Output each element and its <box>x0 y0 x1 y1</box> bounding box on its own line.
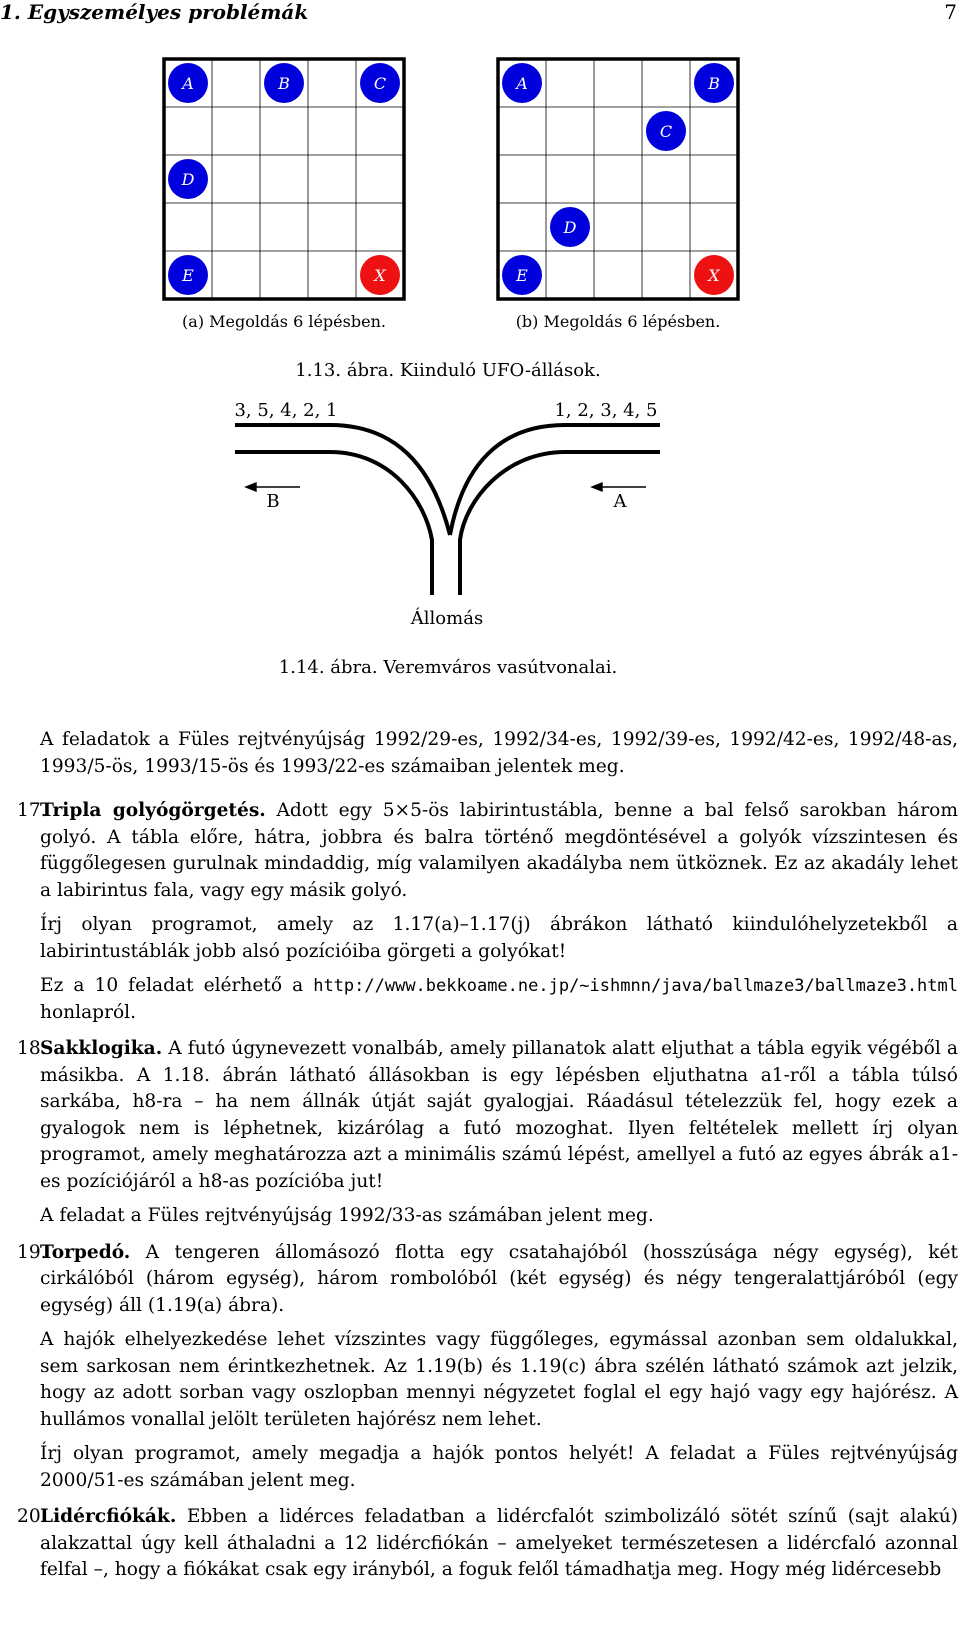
ball-label: X <box>374 266 386 285</box>
figure-1-13-caption: 1.13. ábra. Kiinduló UFO-állások. <box>295 360 601 381</box>
page-number: 7 <box>944 0 957 24</box>
body-text <box>17 727 958 1594</box>
problem-title: Torpedó. <box>40 1241 131 1263</box>
ball-label: C <box>373 74 387 93</box>
problem-number: 19. <box>17 1241 47 1263</box>
right-train-order: 1, 2, 3, 4, 5 <box>554 400 658 421</box>
ball-label: X <box>708 266 720 285</box>
problem-title: Lidércfiókák. <box>40 1506 177 1527</box>
ball-c <box>646 111 686 151</box>
problem-20 <box>17 1504 958 1584</box>
ball-label: D <box>181 170 195 189</box>
problem-text: Ez a 10 feladat elérhető a <box>40 975 314 996</box>
ball-label: E <box>516 266 528 285</box>
problem-number: 17. <box>17 800 47 821</box>
intro-paragraph: A feladatok a Füles rejtvényújság 1992/29-es, 1992/34-es, 1992/39-es, 1992/42-es, 1992/48-as, 1993/5-ös, 1993/15-ös és 1993/22-es számaiban jelentek meg. <box>40 729 958 777</box>
problem-text: A hajók elhelyezkedése lehet vízszintes vagy függőleges, egymással azonban sem oldalukkal, sem sarkosan nem érintkezhetnek. Az 1.19(b) és 1.19(c) ábra szélén látható számok azt jelzik, hogy az adott sorban vagy oszlopban mennyi négyzetet foglal el egy hajó vagy egy hajórész. A hullámos vonallal jelölt területen hajórész nem lehet. <box>40 1329 958 1430</box>
problem-19 <box>17 1240 958 1495</box>
ball-label: A <box>182 74 194 93</box>
ball-label: C <box>659 122 673 141</box>
ball-label: B <box>708 74 720 93</box>
ball-x <box>360 255 400 295</box>
problem-17 <box>17 798 958 1026</box>
chapter-title: 1. Egyszemélyes problémák <box>0 0 309 24</box>
ball-d <box>550 207 590 247</box>
problem-text: Írj olyan programot, amely az 1.17(a)–1.17(j) ábrákon látható kiindulóhelyzetekből a labirintustáblák jobb alsó pozícióiba görgeti a golyókat! <box>40 914 958 962</box>
ball-e <box>502 255 542 295</box>
ball-a <box>168 63 208 103</box>
ufo-board-b <box>496 57 740 301</box>
left-train-order: 3, 5, 4, 2, 1 <box>234 400 338 421</box>
ball-label: E <box>182 266 194 285</box>
arrow-label-b: B <box>266 491 280 512</box>
ballmaze-link[interactable]: http://www.bekkoame.ne.jp/~ishmnn/java/ballmaze3/ballmaze3.html <box>313 976 958 996</box>
page-header <box>0 0 960 28</box>
problem-text: A feladat a Füles rejtvényújság 1992/33-as számában jelent meg. <box>40 1205 654 1226</box>
ball-label: A <box>516 74 528 93</box>
problem-title: Tripla golyógörgetés. <box>40 800 266 821</box>
station-label: Állomás <box>410 608 484 629</box>
problem-text: Adott egy 5×5-ös labirintustábla, benne a bal felső sarokban három golyó. A tábla előre, hátra, jobbra és balra történő megdöntésével a golyók vízszintesen és függőlegesen gurulnak mindaddig, míg valamilyen akadályba nem ütköznek. Ez az akadály lehet a labirintus fala, vagy egy másik golyó. <box>40 800 958 901</box>
ball-label: B <box>278 74 290 93</box>
ball-e <box>168 255 208 295</box>
ball-label: D <box>563 218 577 237</box>
problem-18 <box>17 1036 958 1230</box>
board-b-caption: (b) Megoldás 6 lépésben. <box>515 312 721 331</box>
problem-text: honlapról. <box>40 1001 137 1023</box>
problem-text: Ebben a lidérces feladatban a lidércfalót szimbolizáló sötét színű (sajt alakú) alakzattal úgy kell áthaladni a 12 lidércfiókán – amelyeket természetesen a lidércfaló azonnal felfal –, hogy a fiókákat csak egy irányból, a foguk felől támadhatja meg. Hogy még lidércesebb <box>40 1506 958 1580</box>
tracks <box>235 425 660 595</box>
arrow-label-a: A <box>613 491 627 512</box>
board-a-caption: (a) Megoldás 6 lépésben. <box>182 312 386 331</box>
ufo-board-a <box>162 57 406 301</box>
problem-number: 18. <box>17 1038 47 1059</box>
problem-text: A futó úgynevezett vonalbáb, amely pillanatok alatt eljuthat a tábla egyik végéből a másikba. A 1.18. ábrán látható állásokban is egy lépésben eljuthatna a1-ről a tábla túlsó sarkába, h8-ra – ha nem állnák útját saját gyalogjai. Ráadásul tételezzük fel, hogy ezek a gyalogok nem is léphetnek, kizárólag a futó mozoghat. Ilyen feltételek mellett írj olyan programot, amely meghatározza azt a minimális számú lépést, amellyel a futó az egyes ábrák a1-es pozíciójáról a h8-as pozícióba jut! <box>40 1038 958 1192</box>
problem-text: A tengeren állomásozó flotta egy csatahajóból (hosszúsága négy egység), két cirkálóból (három egység), három rombolóból (két egység) és négy tengeralattjáróból (egy egység) áll (1.19(a) ábra). <box>40 1241 958 1316</box>
figure-1-14-caption: 1.14. ábra. Veremváros vasútvonalai. <box>278 657 618 678</box>
problem-title: Sakklogika. <box>40 1038 163 1059</box>
problem-text: Írj olyan programot, amely megadja a hajók pontos helyét! A feladat a Füles rejtvényújság 2000/51-es számában jelent meg. <box>40 1443 958 1491</box>
ball-d <box>168 159 208 199</box>
railway-diagram <box>220 395 680 640</box>
ball-x <box>694 255 734 295</box>
ball-b <box>264 63 304 103</box>
ball-b <box>694 63 734 103</box>
problem-number: 20. <box>17 1506 47 1527</box>
ball-c <box>360 63 400 103</box>
ball-a <box>502 63 542 103</box>
